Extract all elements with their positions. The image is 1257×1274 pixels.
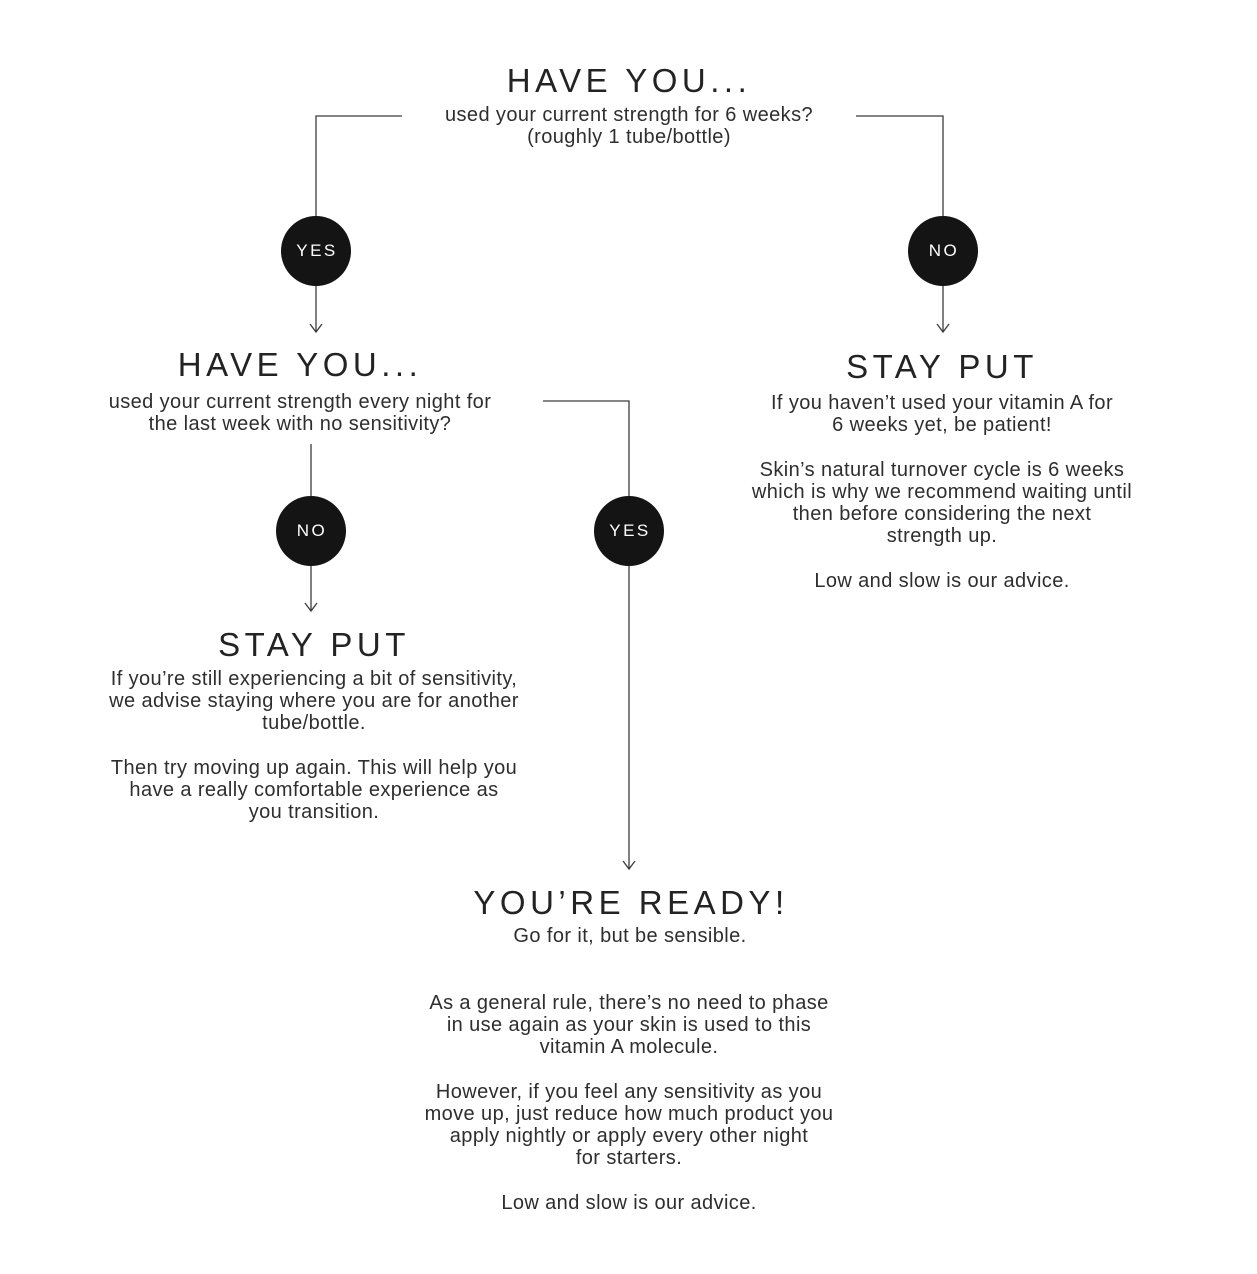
youre-ready-title: YOU’RE READY!	[473, 884, 789, 921]
stay-put-right-body	[707, 392, 1177, 592]
decision-node-no-1-label: NO	[928, 241, 960, 260]
arrow-yes1-head	[310, 324, 322, 332]
root-question-text: used your current strength for 6 weeks? (roughly 1 tube/bottle)	[444, 104, 814, 148]
stay-put-left-para-2: Then try moving up again. This will help you have a really comfortable experience as you transition.	[110, 757, 518, 823]
decision-node-yes-1-label: YES	[296, 241, 338, 260]
arrow-yes2-head	[623, 861, 635, 869]
stay-put-left-para-1: If you’re still experiencing a bit of sensitivity, we advise staying where you are for another tube/bottle.	[109, 668, 519, 734]
decision-node-yes-1	[281, 216, 351, 286]
stay-put-right-para-1: If you haven’t used your vitamin A for 6 weeks yet, be patient!	[770, 392, 1114, 436]
connector-root-to-yes	[316, 116, 402, 217]
arrow-no1-head	[937, 324, 949, 332]
decision-node-yes-2	[594, 496, 664, 566]
decision-node-no-1	[908, 216, 978, 286]
stay-put-left-title: STAY PUT	[218, 626, 410, 663]
connector-q2-to-yes	[543, 401, 629, 497]
decision-node-yes-2-label: YES	[609, 521, 651, 540]
second-question-title: HAVE YOU...	[177, 346, 423, 383]
youre-ready-para-3: Low and slow is our advice.	[501, 1192, 757, 1214]
second-question-text: used your current strength every night for the last week with no sensitivity?	[108, 391, 492, 435]
stay-put-left-body	[69, 668, 559, 823]
root-question-title: HAVE YOU...	[506, 62, 752, 99]
youre-ready-body	[379, 992, 879, 1214]
stay-put-right-para-2: Skin’s natural turnover cycle is 6 weeks which is why we recommend waiting until then before considering the next strength up.	[751, 459, 1133, 547]
youre-ready-para-2: However, if you feel any sensitivity as you move up, just reduce how much product you apply nightly or apply every other night for starters.	[424, 1081, 834, 1169]
connector-root-to-no	[856, 116, 943, 217]
stay-put-right-para-3: Low and slow is our advice.	[814, 570, 1070, 592]
stay-put-right-title: STAY PUT	[846, 348, 1038, 385]
youre-ready-para-1: As a general rule, there’s no need to phase in use again as your skin is used to this vitamin A molecule.	[429, 992, 829, 1058]
decision-node-no-2	[276, 496, 346, 566]
arrow-no2-head	[305, 603, 317, 611]
decision-node-no-2-label: NO	[296, 521, 328, 540]
youre-ready-subtitle: Go for it, but be sensible.	[513, 925, 747, 947]
